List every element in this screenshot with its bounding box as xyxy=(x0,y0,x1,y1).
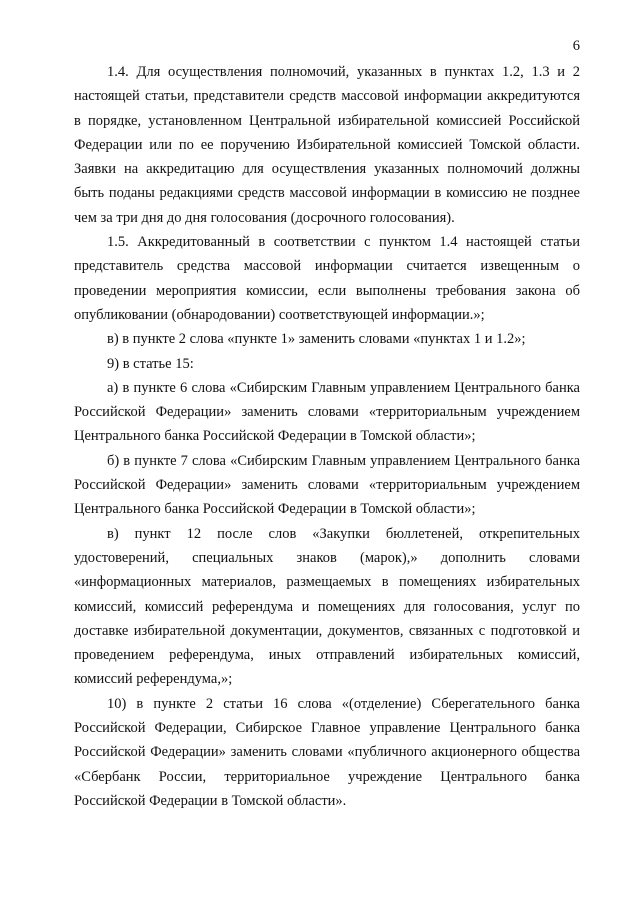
paragraph-subitem-v-point-2: в) в пункте 2 слова «пункте 1» заменить словами «пунктах 1 и 1.2»; xyxy=(107,331,526,348)
document-body xyxy=(74,60,580,813)
paragraph-item-1-4-accreditation: 1.4. Для осуществления полномочий, указанных в пунктах 1.2, 1.3 и 2 настоящей статьи, представители средств массовой информации аккредитуются в порядке, установленном Центральной избирательной комиссией Российской Федерации или по ее поручению Избирательной комиссией Томской области. Заявки на аккредитацию для осуществления указанных полномочий должны быть поданы редакциями средств массовой информации в комиссию не позднее чем за три дня до дня голосования (досрочного голосования). xyxy=(74,64,580,226)
paragraph-subitem-b-point-7: б) в пункте 7 слова «Сибирским Главным управлением Центрального банка Российской Федерации» заменить словами «территориальным учреждением Центрального банка Российской Федерации в Томской области»; xyxy=(74,452,580,518)
paragraph-subitem-v-point-12: в) пункт 12 после слов «Закупки бюллетеней, открепительных удостоверений, специальных знаков (марок),» дополнить словами «информационных материалов, размещаемых в помещениях избирательных комиссий, комиссий референдума и помещениях для голосования, услуг по доставке избирательной документации, документов, связанных с подготовкой и проведением референдума, иных отправлений избирательных комиссий, комиссий референдума,»; xyxy=(74,525,580,688)
page-number: 6 xyxy=(572,38,580,54)
paragraph-item-10-article-16: 10) в пункте 2 статьи 16 слова «(отделение) Сберегательного банка Российской Федерации, Сибирское Главное управление Центрального банка Российской Федерации» заменить словами «публичного акционерного общества «Сбербанк России, территориальное учреждение Центрального банка Российской Федерации в Томской области». xyxy=(74,695,580,809)
paragraph-subitem-a-point-6: а) в пункте 6 слова «Сибирским Главным управлением Центрального банка Российской Федерации» заменить словами «территориальным учреждением Центрального банка Российской Федерации в Томской области»; xyxy=(74,379,580,445)
paragraph-item-9-article-15: 9) в статье 15: xyxy=(107,355,194,372)
paragraph-item-1-5-accredited-representative: 1.5. Аккредитованный в соответствии с пунктом 1.4 настоящей статьи представитель средства массовой информации считается извещенным о проведении мероприятия комиссии, если выполнены требования закона об опубликовании (обнародовании) соответствующей информации.»; xyxy=(74,234,580,323)
